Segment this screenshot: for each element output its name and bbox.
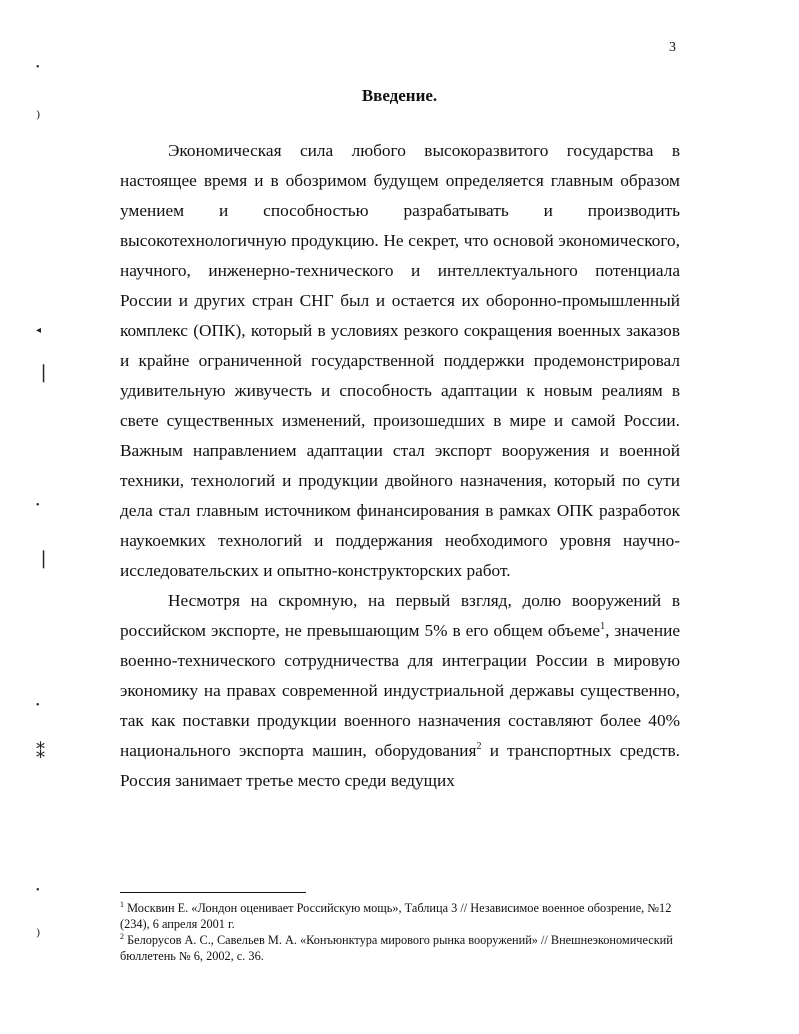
paragraph-2-part-3: и транспортных средств. Россия занимает третье место среди ведущих	[120, 741, 680, 790]
scan-artifact: •	[36, 62, 40, 73]
page-number: 3	[669, 40, 676, 55]
paragraph-1: Экономическая сила любого высокоразвитого государства в настоящее время и в обозримом будущем определяется главным образом умением и способностью разрабатывать и производить высокотехнологичную продукцию. Не секрет, что основой экономического, научного, инженерно-технического и интеллектуального потенциала России и других стран СНГ был и остается их оборонно-промышленный комплекс (ОПК), который в условиях резкого сокращения военных заказов и крайне ограниченной государственной поддержки продемонстрировал удивительную живучесть и способность адаптации к новым реалиям в свете существенных изменений, произошедших в мире и самой России. Важным направлением адаптации стал экспорт вооружения и военной техники, технологий и продукции двойного назначения, который по сути дела стал главным источником финансирования в рамках ОПК разработок наукоемких технологий и поддержания необходимого уровня научно-исследовательских и опытно-конструкторских работ.	[120, 141, 680, 580]
footnote-ref-2[interactable]: 2	[476, 741, 482, 753]
scan-artifact: •	[36, 700, 40, 711]
footnote-2	[120, 932, 680, 964]
scan-artifact: ⁾	[36, 108, 41, 128]
scan-artifact: ◂	[36, 325, 42, 336]
footnote-1	[120, 900, 680, 932]
scan-artifact: ⁑	[36, 742, 45, 762]
footnote-ref-1[interactable]: 1	[600, 621, 606, 633]
footnote-1-number: 1	[120, 899, 124, 909]
paragraph-2	[120, 586, 680, 796]
scan-artifact: ❘	[36, 362, 52, 382]
section-heading: Введение.	[361, 86, 438, 105]
scan-artifact: ❘	[36, 548, 52, 568]
scan-artifact: ⁾	[36, 926, 41, 946]
footnote-2-number: 2	[120, 931, 124, 941]
paragraph-2-part-1: Несмотря на скромную, на первый взгляд, долю вооружений в российском экспорте, не превышающим 5% в его общем объеме	[120, 591, 680, 640]
footnote-1-text: Москвин Е. «Лондон оценивает Российскую мощь», Таблица 3 // Независимое военное обозрение, №12 (234), 6 апреля 2001 г.	[120, 901, 672, 931]
body-text	[120, 136, 680, 796]
footnotes	[120, 900, 680, 964]
footnote-2-text: Белорусов А. С., Савельев М. А. «Конъюнктура мирового рынка вооружений» // Внешнеэкономический бюллетень № 6, 2002, с. 36.	[120, 933, 673, 963]
paragraph-2-part-2: , значение военно-технического сотрудничества для интеграции России в мировую экономику на правах современной индустриальной державы существенно, так как поставки продукции военного назначения составляют более 40% национального экспорта машин, оборудования	[120, 621, 680, 760]
scan-artifact: •	[36, 500, 40, 511]
footnote-divider	[120, 892, 306, 893]
scan-artifact: •	[36, 885, 40, 896]
